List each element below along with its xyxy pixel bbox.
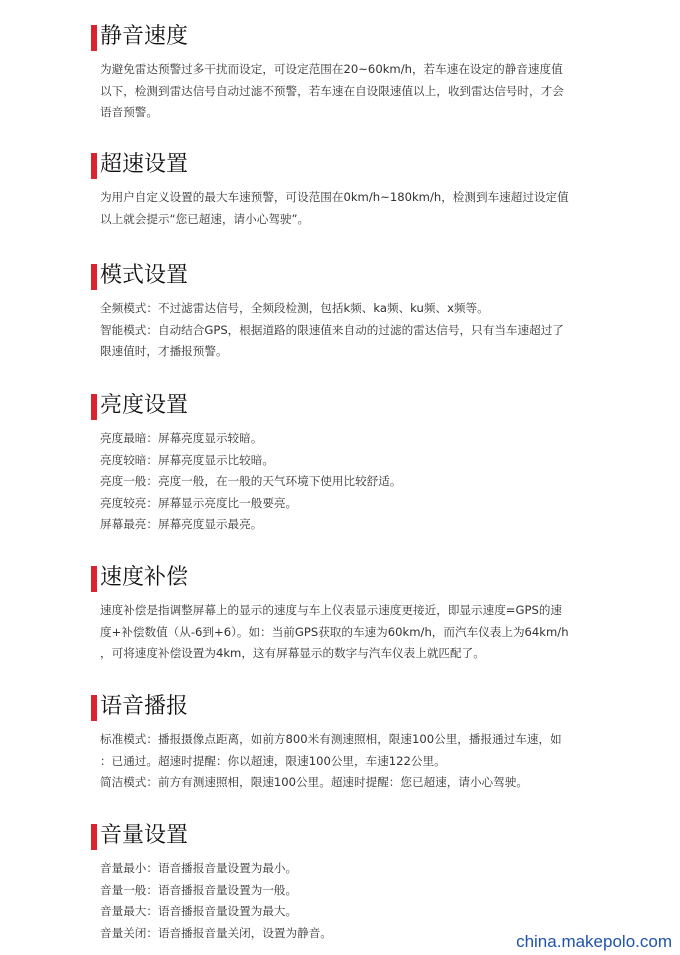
text-line: 音量最小：语音播报音量设置为最小。 bbox=[100, 861, 298, 875]
text-line: 亮度最暗：屏幕亮度显示较暗。 bbox=[100, 431, 263, 445]
heading-accent-bar bbox=[91, 264, 97, 290]
text-line: 以下，检测到雷达信号自动过滤不预警，若车速在自设限速值以上，收到雷达信号时，才会 bbox=[100, 83, 564, 98]
section-heading bbox=[90, 150, 635, 184]
heading-accent-bar bbox=[91, 25, 97, 51]
text-line: 全频模式：不过滤雷达信号，全频段检测，包括k频、ka频、ku频、x频等。 bbox=[100, 301, 489, 315]
heading-accent-bar bbox=[91, 566, 97, 592]
section-speed-compensation bbox=[90, 563, 635, 665]
text-line: 音量最大：语音播报音量设置为最大。 bbox=[100, 904, 298, 918]
section-volume bbox=[90, 821, 635, 944]
section-body bbox=[90, 187, 635, 230]
section-title: 亮度设置 bbox=[100, 393, 189, 418]
section-heading bbox=[90, 391, 635, 425]
text-line: 亮度较暗：屏幕亮度显示比较暗。 bbox=[100, 452, 274, 467]
site-watermark: china.makepolo.com bbox=[516, 932, 672, 951]
section-heading bbox=[90, 563, 635, 597]
section-body bbox=[90, 428, 635, 536]
section-body bbox=[90, 729, 635, 794]
section-title: 静音速度 bbox=[100, 24, 189, 49]
text-line: 标准模式：播报摄像点距离，如前方800米有测速照相，限速100公里，播报通过车速，如 bbox=[100, 732, 562, 746]
text-line: 速度补偿是指调整屏幕上的显示的速度与车上仪表显示速度更接近，即显示速度=GPS的速 bbox=[100, 603, 563, 617]
section-heading bbox=[90, 22, 635, 56]
text-line: 亮度一般：亮度一般，在一般的天气环境下使用比较舒适。 bbox=[100, 474, 402, 488]
section-body bbox=[90, 600, 635, 665]
heading-accent-bar bbox=[91, 153, 97, 179]
text-line: 为避免雷达预警过多干扰而设定，可设定范围在20~60km/h，若车速在设定的静音速度值 bbox=[100, 62, 563, 76]
section-heading bbox=[90, 692, 635, 726]
section-brightness bbox=[90, 391, 635, 536]
text-line: 屏幕最亮：屏幕亮度显示最亮。 bbox=[100, 517, 263, 531]
section-title: 语音播报 bbox=[100, 694, 189, 719]
section-heading bbox=[90, 261, 635, 295]
text-line: ，可将速度补偿设置为4km，这有屏幕显示的数字与汽车仪表上就匹配了。 bbox=[100, 646, 485, 660]
heading-accent-bar bbox=[91, 824, 97, 850]
text-line: 音量关闭：语音播报音量关闭，设置为静音。 bbox=[100, 925, 332, 940]
text-line: 语音预警。 bbox=[100, 105, 158, 119]
heading-accent-bar bbox=[91, 394, 97, 420]
text-line: 限速值时，才播报预警。 bbox=[100, 344, 228, 358]
section-body bbox=[90, 298, 635, 363]
section-mode bbox=[90, 261, 635, 363]
section-body bbox=[90, 59, 635, 124]
section-title: 模式设置 bbox=[100, 263, 189, 288]
text-line: 以上就会提示“您已超速，请小心驾驶”。 bbox=[100, 211, 310, 226]
section-voice-broadcast bbox=[90, 692, 635, 794]
text-line: 简洁模式：前方有测速照相，限速100公里。超速时提醒：您已超速，请小心驾驶。 bbox=[100, 775, 528, 789]
text-line: 度+补偿数值（从-6到+6）。如：当前GPS获取的车速为60km/h，而汽车仪表上为64km/h bbox=[100, 624, 569, 639]
text-line: 为用户自定义设置的最大车速预警，可设范围在0km/h~180km/h，检测到车速超过设定值 bbox=[100, 190, 569, 204]
text-line: 智能模式：自动结合GPS，根据道路的限速值来自动的过滤的雷达信号，只有当车速超过了 bbox=[100, 322, 564, 337]
section-overspeed bbox=[90, 150, 635, 230]
section-heading bbox=[90, 821, 635, 855]
section-title: 音量设置 bbox=[100, 823, 189, 848]
text-line: 音量一般：语音播报音量设置为一般。 bbox=[100, 882, 298, 897]
text-line: 亮度较亮：屏幕显示亮度比一般要亮。 bbox=[100, 495, 298, 510]
text-line: ：已通过。超速时提醒：你以超速，限速100公里，车速122公里。 bbox=[100, 753, 446, 768]
heading-accent-bar bbox=[91, 695, 97, 721]
section-title: 速度补偿 bbox=[100, 565, 189, 590]
section-silent-speed bbox=[90, 22, 635, 124]
section-title: 超速设置 bbox=[100, 152, 189, 177]
